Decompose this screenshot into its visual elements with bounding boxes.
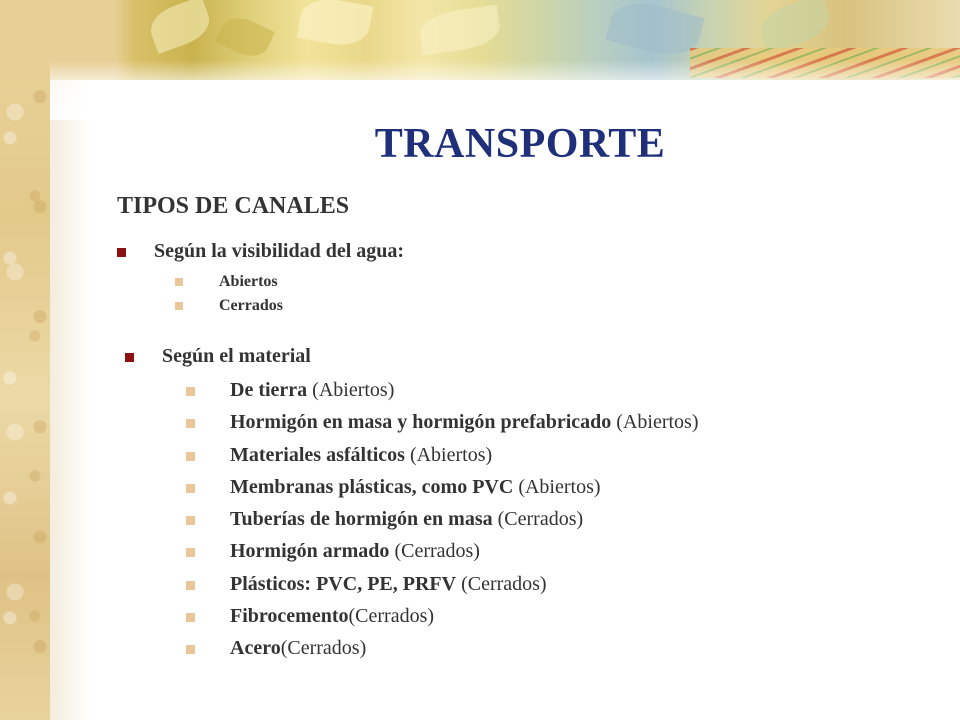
list-item: Abiertos <box>175 270 283 294</box>
section-label: Según la visibilidad del agua: <box>154 240 405 262</box>
list-item: Materiales asfálticos (Abiertos) <box>186 439 699 471</box>
visibility-list <box>175 270 283 318</box>
square-bullet-icon <box>186 484 195 493</box>
section-material <box>125 345 311 368</box>
list-item: De tierra (Abiertos) <box>186 374 699 406</box>
section-visibility <box>117 240 404 263</box>
list-item: Cerrados <box>175 294 283 318</box>
square-bullet-icon <box>186 613 195 622</box>
section-label: Según el material <box>162 345 311 367</box>
square-bullet-icon <box>186 548 195 557</box>
square-bullet-icon <box>186 387 195 396</box>
list-item: Membranas plásticas, como PVC (Abiertos) <box>186 471 699 503</box>
list-item: Tuberías de hormigón en masa (Cerrados) <box>186 503 699 535</box>
square-bullet-icon <box>175 302 183 310</box>
list-item: Acero(Cerrados) <box>186 632 699 664</box>
list-item: Hormigón armado (Cerrados) <box>186 535 699 567</box>
square-bullet-icon <box>186 419 195 428</box>
square-bullet-icon <box>117 248 126 257</box>
square-bullet-icon <box>175 278 183 286</box>
square-bullet-icon <box>186 581 195 590</box>
square-bullet-icon <box>186 516 195 525</box>
square-bullet-icon <box>186 452 195 461</box>
list-item: Fibrocemento(Cerrados) <box>186 600 699 632</box>
list-item: Hormigón en masa y hormigón prefabricado (Abiertos) <box>186 406 699 438</box>
square-bullet-icon <box>186 645 195 654</box>
slide-subtitle: TIPOS DE CANALES <box>117 193 350 219</box>
material-list <box>186 374 699 665</box>
list-item: Plásticos: PVC, PE, PRFV (Cerrados) <box>186 568 699 600</box>
slide-title: TRANSPORTE <box>374 121 666 167</box>
square-bullet-icon <box>125 353 134 362</box>
